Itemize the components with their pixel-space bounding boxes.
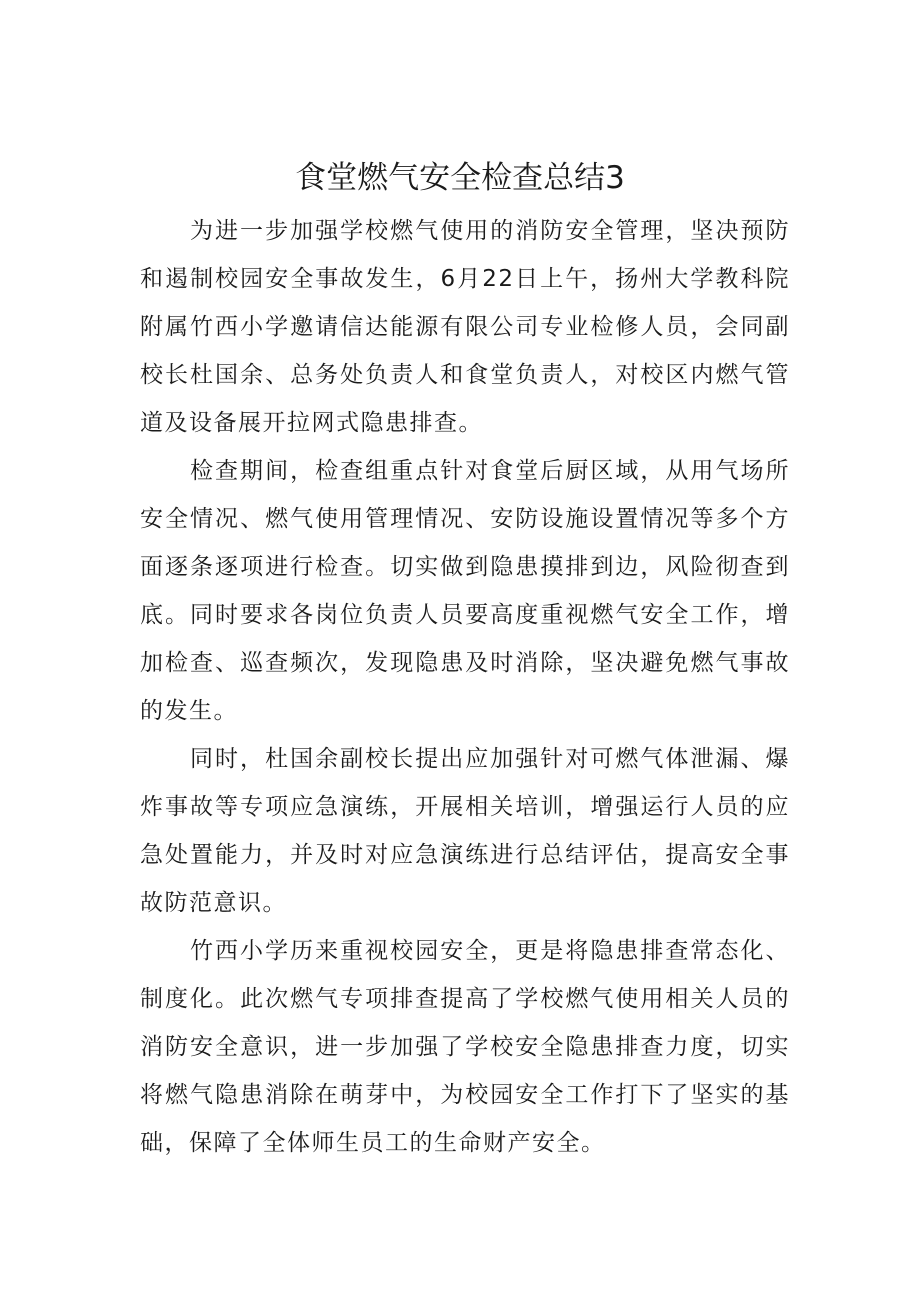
document-body (140, 207, 790, 1167)
paragraph-4: 竹西小学历来重视校园安全，更是将隐患排查常态化、制度化。此次燃气专项排查提高了学校燃气使用相关人员的消防安全意识，进一步加强了学校安全隐患排查力度，切实将燃气隐患消除在萌芽中，为校园安全工作打下了坚实的基础，保障了全体师生员工的生命财产安全。 (140, 938, 790, 1156)
paragraph-3: 同时，杜国余副校长提出应加强针对可燃气体泄漏、爆炸事故等专项应急演练，开展相关培训，增强运行人员的应急处置能力，并及时对应急演练进行总结评估，提高安全事故防范意识。 (140, 746, 790, 916)
paragraph-2: 检查期间，检查组重点针对食堂后厨区域，从用气场所安全情况、燃气使用管理情况、安防设施设置情况等多个方面逐条逐项进行检查。切实做到隐患摸排到边，风险彻查到底。同时要求各岗位负责人员要高度重视燃气安全工作，增加检查、巡查频次，发现隐患及时消除，坚决避免燃气事故的发生。 (140, 458, 790, 724)
paragraph-1: 为进一步加强学校燃气使用的消防安全管理，坚决预防和遏制校园安全事故发生，6月22日上午，扬州大学教科院附属竹西小学邀请信达能源有限公司专业检修人员，会同副校长杜国余、总务处负责人和食堂负责人，对校区内燃气管道及设备展开拉网式隐患排查。 (140, 218, 790, 436)
document-title: 食堂燃气安全检查总结3 (295, 160, 625, 196)
